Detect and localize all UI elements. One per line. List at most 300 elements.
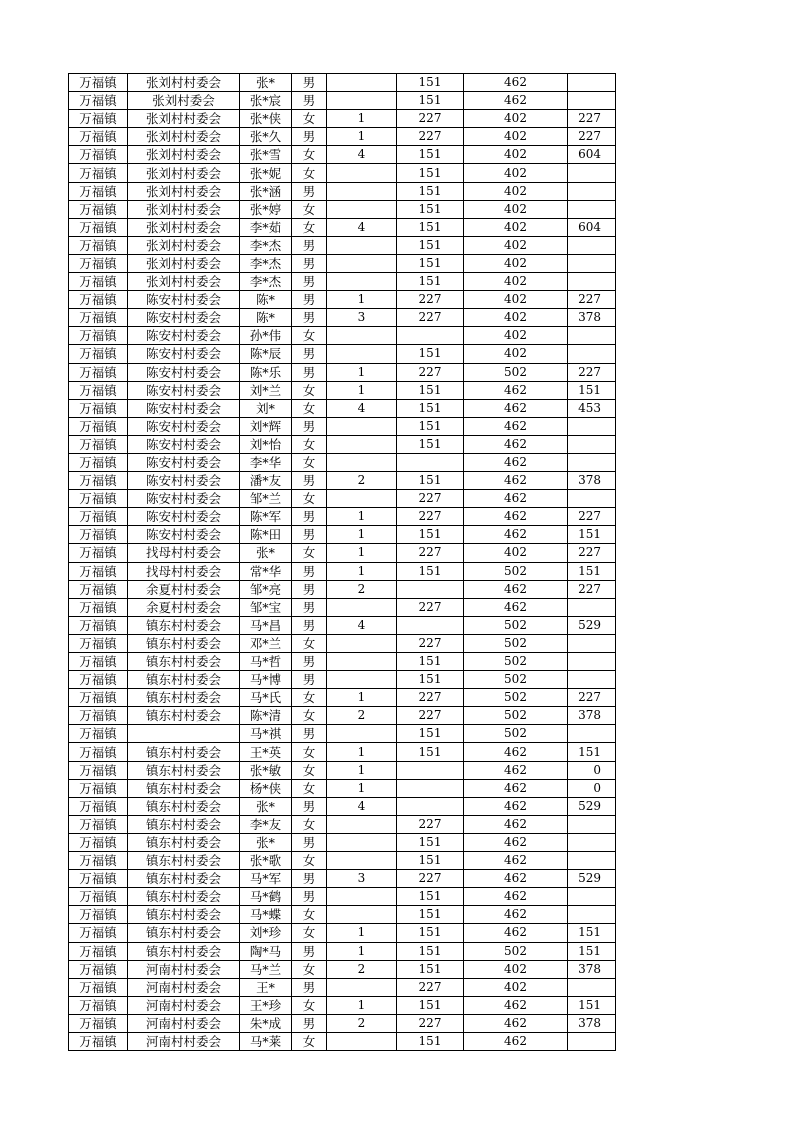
amount-b-cell: 502 bbox=[464, 363, 568, 381]
gender-cell: 男 bbox=[292, 870, 327, 888]
count-cell: 2 bbox=[327, 960, 397, 978]
count-cell: 4 bbox=[327, 146, 397, 164]
total-cell: 151 bbox=[568, 743, 616, 761]
amount-a-cell: 227 bbox=[397, 309, 464, 327]
amount-b-cell: 462 bbox=[464, 761, 568, 779]
town-cell: 万福镇 bbox=[69, 996, 128, 1014]
town-cell: 万福镇 bbox=[69, 472, 128, 490]
count-cell bbox=[327, 1032, 397, 1050]
table-row bbox=[69, 453, 616, 471]
committee-cell: 张刘村村委会 bbox=[128, 218, 240, 236]
count-cell bbox=[327, 815, 397, 833]
total-cell bbox=[568, 978, 616, 996]
amount-a-cell bbox=[397, 779, 464, 797]
amount-b-cell: 402 bbox=[464, 218, 568, 236]
town-cell: 万福镇 bbox=[69, 399, 128, 417]
gender-cell: 男 bbox=[292, 1014, 327, 1032]
gender-cell: 女 bbox=[292, 761, 327, 779]
count-cell bbox=[327, 598, 397, 616]
amount-b-cell: 462 bbox=[464, 453, 568, 471]
committee-cell: 河南村村委会 bbox=[128, 1014, 240, 1032]
town-cell: 万福镇 bbox=[69, 743, 128, 761]
town-cell: 万福镇 bbox=[69, 797, 128, 815]
town-cell: 万福镇 bbox=[69, 273, 128, 291]
committee-cell: 镇东村村委会 bbox=[128, 671, 240, 689]
count-cell bbox=[327, 182, 397, 200]
name-cell: 马*祺 bbox=[240, 725, 292, 743]
amount-a-cell: 227 bbox=[397, 508, 464, 526]
amount-a-cell: 151 bbox=[397, 164, 464, 182]
committee-cell: 镇东村村委会 bbox=[128, 797, 240, 815]
committee-cell: 张刘村村委会 bbox=[128, 146, 240, 164]
count-cell: 1 bbox=[327, 924, 397, 942]
town-cell: 万福镇 bbox=[69, 200, 128, 218]
town-cell: 万福镇 bbox=[69, 490, 128, 508]
committee-cell: 镇东村村委会 bbox=[128, 888, 240, 906]
gender-cell: 女 bbox=[292, 164, 327, 182]
amount-b-cell: 462 bbox=[464, 924, 568, 942]
town-cell: 万福镇 bbox=[69, 779, 128, 797]
amount-b-cell: 502 bbox=[464, 942, 568, 960]
total-cell: 378 bbox=[568, 472, 616, 490]
total-cell bbox=[568, 92, 616, 110]
amount-a-cell: 151 bbox=[397, 653, 464, 671]
gender-cell: 女 bbox=[292, 381, 327, 399]
gender-cell: 女 bbox=[292, 815, 327, 833]
table-row bbox=[69, 870, 616, 888]
total-cell bbox=[568, 888, 616, 906]
town-cell: 万福镇 bbox=[69, 309, 128, 327]
town-cell: 万福镇 bbox=[69, 870, 128, 888]
name-cell: 潘*友 bbox=[240, 472, 292, 490]
gender-cell: 男 bbox=[292, 616, 327, 634]
committee-cell: 张刘村村委会 bbox=[128, 164, 240, 182]
count-cell: 1 bbox=[327, 381, 397, 399]
committee-cell: 镇东村村委会 bbox=[128, 852, 240, 870]
amount-a-cell: 151 bbox=[397, 852, 464, 870]
committee-cell: 河南村村委会 bbox=[128, 996, 240, 1014]
gender-cell: 男 bbox=[292, 508, 327, 526]
total-cell bbox=[568, 906, 616, 924]
table-row bbox=[69, 218, 616, 236]
name-cell: 马*莱 bbox=[240, 1032, 292, 1050]
gender-cell: 男 bbox=[292, 273, 327, 291]
amount-b-cell: 462 bbox=[464, 743, 568, 761]
total-cell: 529 bbox=[568, 870, 616, 888]
count-cell bbox=[327, 978, 397, 996]
count-cell: 1 bbox=[327, 363, 397, 381]
name-cell: 孙*伟 bbox=[240, 327, 292, 345]
name-cell: 马*军 bbox=[240, 870, 292, 888]
count-cell: 2 bbox=[327, 707, 397, 725]
table-row bbox=[69, 761, 616, 779]
name-cell: 李*友 bbox=[240, 815, 292, 833]
name-cell: 马*兰 bbox=[240, 960, 292, 978]
count-cell bbox=[327, 833, 397, 851]
count-cell: 1 bbox=[327, 689, 397, 707]
gender-cell: 男 bbox=[292, 345, 327, 363]
gender-cell: 男 bbox=[292, 653, 327, 671]
table-row bbox=[69, 254, 616, 272]
total-cell bbox=[568, 1032, 616, 1050]
gender-cell: 女 bbox=[292, 435, 327, 453]
count-cell: 1 bbox=[327, 743, 397, 761]
total-cell: 227 bbox=[568, 110, 616, 128]
name-cell: 刘* bbox=[240, 399, 292, 417]
amount-a-cell: 151 bbox=[397, 562, 464, 580]
amount-b-cell: 402 bbox=[464, 182, 568, 200]
committee-cell: 陈安村村委会 bbox=[128, 453, 240, 471]
amount-a-cell bbox=[397, 327, 464, 345]
count-cell bbox=[327, 653, 397, 671]
table-row bbox=[69, 472, 616, 490]
amount-a-cell bbox=[397, 761, 464, 779]
town-cell: 万福镇 bbox=[69, 598, 128, 616]
total-cell: 604 bbox=[568, 218, 616, 236]
table-row bbox=[69, 273, 616, 291]
total-cell: 227 bbox=[568, 363, 616, 381]
committee-cell: 镇东村村委会 bbox=[128, 707, 240, 725]
name-cell: 张* bbox=[240, 797, 292, 815]
count-cell: 4 bbox=[327, 218, 397, 236]
name-cell: 刘*兰 bbox=[240, 381, 292, 399]
name-cell: 马*氏 bbox=[240, 689, 292, 707]
town-cell: 万福镇 bbox=[69, 942, 128, 960]
amount-a-cell: 151 bbox=[397, 906, 464, 924]
committee-cell: 陈安村村委会 bbox=[128, 417, 240, 435]
table-row bbox=[69, 110, 616, 128]
town-cell: 万福镇 bbox=[69, 653, 128, 671]
table-row bbox=[69, 182, 616, 200]
gender-cell: 女 bbox=[292, 200, 327, 218]
town-cell: 万福镇 bbox=[69, 182, 128, 200]
gender-cell: 男 bbox=[292, 363, 327, 381]
table-row bbox=[69, 74, 616, 92]
committee-cell: 陈安村村委会 bbox=[128, 526, 240, 544]
count-cell: 2 bbox=[327, 472, 397, 490]
gender-cell: 女 bbox=[292, 634, 327, 652]
total-cell: 0 bbox=[568, 779, 616, 797]
table-row bbox=[69, 779, 616, 797]
name-cell: 李*杰 bbox=[240, 254, 292, 272]
table-row bbox=[69, 363, 616, 381]
total-cell: 378 bbox=[568, 960, 616, 978]
name-cell: 陈*辰 bbox=[240, 345, 292, 363]
count-cell: 1 bbox=[327, 562, 397, 580]
amount-b-cell: 402 bbox=[464, 544, 568, 562]
amount-b-cell: 502 bbox=[464, 671, 568, 689]
gender-cell: 男 bbox=[292, 182, 327, 200]
amount-b-cell: 402 bbox=[464, 345, 568, 363]
town-cell: 万福镇 bbox=[69, 1032, 128, 1050]
gender-cell: 男 bbox=[292, 291, 327, 309]
committee-cell: 陈安村村委会 bbox=[128, 399, 240, 417]
committee-cell: 河南村村委会 bbox=[128, 1032, 240, 1050]
amount-a-cell: 227 bbox=[397, 110, 464, 128]
amount-a-cell: 151 bbox=[397, 725, 464, 743]
town-cell: 万福镇 bbox=[69, 291, 128, 309]
total-cell: 453 bbox=[568, 399, 616, 417]
gender-cell: 男 bbox=[292, 797, 327, 815]
gender-cell: 男 bbox=[292, 236, 327, 254]
amount-a-cell: 227 bbox=[397, 707, 464, 725]
total-cell: 227 bbox=[568, 128, 616, 146]
committee-cell: 张刘村村委会 bbox=[128, 110, 240, 128]
table-row bbox=[69, 490, 616, 508]
amount-b-cell: 502 bbox=[464, 725, 568, 743]
committee-cell: 镇东村村委会 bbox=[128, 761, 240, 779]
name-cell: 张*侠 bbox=[240, 110, 292, 128]
table-row bbox=[69, 924, 616, 942]
committee-cell: 陈安村村委会 bbox=[128, 291, 240, 309]
committee-cell: 陈安村村委会 bbox=[128, 363, 240, 381]
committee-cell: 镇东村村委会 bbox=[128, 779, 240, 797]
amount-a-cell: 151 bbox=[397, 182, 464, 200]
table-row bbox=[69, 1014, 616, 1032]
town-cell: 万福镇 bbox=[69, 978, 128, 996]
total-cell bbox=[568, 236, 616, 254]
count-cell bbox=[327, 164, 397, 182]
count-cell: 1 bbox=[327, 291, 397, 309]
committee-cell: 河南村村委会 bbox=[128, 960, 240, 978]
town-cell: 万福镇 bbox=[69, 146, 128, 164]
amount-b-cell: 502 bbox=[464, 653, 568, 671]
table-row bbox=[69, 508, 616, 526]
amount-a-cell: 227 bbox=[397, 815, 464, 833]
amount-a-cell: 227 bbox=[397, 1014, 464, 1032]
table-row bbox=[69, 996, 616, 1014]
committee-cell: 张刘村委会 bbox=[128, 92, 240, 110]
table-row bbox=[69, 562, 616, 580]
gender-cell: 男 bbox=[292, 978, 327, 996]
name-cell: 李*杰 bbox=[240, 236, 292, 254]
amount-a-cell: 151 bbox=[397, 996, 464, 1014]
name-cell: 张*久 bbox=[240, 128, 292, 146]
gender-cell: 男 bbox=[292, 128, 327, 146]
table-row bbox=[69, 544, 616, 562]
total-cell: 529 bbox=[568, 797, 616, 815]
name-cell: 张* bbox=[240, 74, 292, 92]
count-cell bbox=[327, 671, 397, 689]
total-cell bbox=[568, 417, 616, 435]
amount-b-cell: 462 bbox=[464, 870, 568, 888]
amount-b-cell: 462 bbox=[464, 1014, 568, 1032]
roster-table bbox=[68, 73, 616, 1051]
total-cell: 151 bbox=[568, 562, 616, 580]
table-row bbox=[69, 653, 616, 671]
town-cell: 万福镇 bbox=[69, 92, 128, 110]
committee-cell: 陈安村村委会 bbox=[128, 345, 240, 363]
name-cell: 李*茹 bbox=[240, 218, 292, 236]
gender-cell: 女 bbox=[292, 906, 327, 924]
amount-b-cell: 462 bbox=[464, 490, 568, 508]
count-cell bbox=[327, 490, 397, 508]
amount-b-cell: 462 bbox=[464, 888, 568, 906]
table-row bbox=[69, 634, 616, 652]
total-cell bbox=[568, 200, 616, 218]
gender-cell: 女 bbox=[292, 707, 327, 725]
total-cell bbox=[568, 671, 616, 689]
gender-cell: 女 bbox=[292, 924, 327, 942]
name-cell: 马*昌 bbox=[240, 616, 292, 634]
town-cell: 万福镇 bbox=[69, 236, 128, 254]
amount-a-cell: 227 bbox=[397, 689, 464, 707]
gender-cell: 女 bbox=[292, 689, 327, 707]
amount-a-cell: 151 bbox=[397, 381, 464, 399]
amount-a-cell: 227 bbox=[397, 598, 464, 616]
amount-a-cell: 151 bbox=[397, 435, 464, 453]
amount-b-cell: 462 bbox=[464, 74, 568, 92]
town-cell: 万福镇 bbox=[69, 761, 128, 779]
amount-b-cell: 502 bbox=[464, 634, 568, 652]
table-row bbox=[69, 833, 616, 851]
count-cell bbox=[327, 327, 397, 345]
total-cell bbox=[568, 634, 616, 652]
town-cell: 万福镇 bbox=[69, 815, 128, 833]
gender-cell: 女 bbox=[292, 399, 327, 417]
town-cell: 万福镇 bbox=[69, 1014, 128, 1032]
total-cell bbox=[568, 725, 616, 743]
total-cell: 227 bbox=[568, 689, 616, 707]
total-cell: 378 bbox=[568, 309, 616, 327]
amount-b-cell: 402 bbox=[464, 128, 568, 146]
gender-cell: 女 bbox=[292, 110, 327, 128]
amount-b-cell: 402 bbox=[464, 200, 568, 218]
total-cell: 227 bbox=[568, 508, 616, 526]
table-row bbox=[69, 725, 616, 743]
amount-a-cell: 151 bbox=[397, 888, 464, 906]
total-cell bbox=[568, 182, 616, 200]
table-row bbox=[69, 888, 616, 906]
table-row bbox=[69, 852, 616, 870]
name-cell: 马*鹤 bbox=[240, 888, 292, 906]
name-cell: 常*华 bbox=[240, 562, 292, 580]
name-cell: 张*涵 bbox=[240, 182, 292, 200]
amount-a-cell: 151 bbox=[397, 236, 464, 254]
name-cell: 陈*田 bbox=[240, 526, 292, 544]
table-row bbox=[69, 200, 616, 218]
name-cell: 刘*辉 bbox=[240, 417, 292, 435]
committee-cell: 镇东村村委会 bbox=[128, 870, 240, 888]
count-cell bbox=[327, 852, 397, 870]
town-cell: 万福镇 bbox=[69, 906, 128, 924]
name-cell: 邹*亮 bbox=[240, 580, 292, 598]
gender-cell: 男 bbox=[292, 671, 327, 689]
gender-cell: 男 bbox=[292, 92, 327, 110]
gender-cell: 男 bbox=[292, 309, 327, 327]
amount-b-cell: 462 bbox=[464, 508, 568, 526]
total-cell bbox=[568, 164, 616, 182]
gender-cell: 男 bbox=[292, 833, 327, 851]
town-cell: 万福镇 bbox=[69, 363, 128, 381]
total-cell: 0 bbox=[568, 761, 616, 779]
amount-b-cell: 462 bbox=[464, 598, 568, 616]
table-row bbox=[69, 797, 616, 815]
count-cell: 3 bbox=[327, 870, 397, 888]
town-cell: 万福镇 bbox=[69, 526, 128, 544]
gender-cell: 女 bbox=[292, 453, 327, 471]
gender-cell: 男 bbox=[292, 74, 327, 92]
town-cell: 万福镇 bbox=[69, 689, 128, 707]
table-row bbox=[69, 345, 616, 363]
amount-b-cell: 402 bbox=[464, 146, 568, 164]
amount-a-cell: 151 bbox=[397, 345, 464, 363]
town-cell: 万福镇 bbox=[69, 852, 128, 870]
name-cell: 陈*军 bbox=[240, 508, 292, 526]
name-cell: 朱*成 bbox=[240, 1014, 292, 1032]
committee-cell: 张刘村村委会 bbox=[128, 128, 240, 146]
amount-a-cell: 151 bbox=[397, 924, 464, 942]
amount-b-cell: 462 bbox=[464, 399, 568, 417]
total-cell bbox=[568, 327, 616, 345]
town-cell: 万福镇 bbox=[69, 435, 128, 453]
amount-b-cell: 462 bbox=[464, 779, 568, 797]
table-row bbox=[69, 815, 616, 833]
table-row bbox=[69, 381, 616, 399]
name-cell: 马*哲 bbox=[240, 653, 292, 671]
table-row bbox=[69, 291, 616, 309]
committee-cell: 陈安村村委会 bbox=[128, 309, 240, 327]
town-cell: 万福镇 bbox=[69, 634, 128, 652]
amount-b-cell: 402 bbox=[464, 978, 568, 996]
table-row bbox=[69, 942, 616, 960]
total-cell bbox=[568, 254, 616, 272]
town-cell: 万福镇 bbox=[69, 327, 128, 345]
total-cell bbox=[568, 815, 616, 833]
table-row bbox=[69, 128, 616, 146]
table-row bbox=[69, 399, 616, 417]
count-cell: 2 bbox=[327, 1014, 397, 1032]
name-cell: 张*妮 bbox=[240, 164, 292, 182]
amount-b-cell: 462 bbox=[464, 417, 568, 435]
amount-a-cell: 227 bbox=[397, 634, 464, 652]
amount-b-cell: 462 bbox=[464, 797, 568, 815]
committee-cell: 张刘村村委会 bbox=[128, 74, 240, 92]
committee-cell: 陈安村村委会 bbox=[128, 508, 240, 526]
committee-cell: 找母村村委会 bbox=[128, 544, 240, 562]
town-cell: 万福镇 bbox=[69, 254, 128, 272]
gender-cell: 男 bbox=[292, 526, 327, 544]
committee-cell: 镇东村村委会 bbox=[128, 833, 240, 851]
amount-a-cell: 151 bbox=[397, 833, 464, 851]
count-cell: 4 bbox=[327, 616, 397, 634]
table-row bbox=[69, 309, 616, 327]
total-cell: 227 bbox=[568, 544, 616, 562]
amount-a-cell: 151 bbox=[397, 218, 464, 236]
count-cell bbox=[327, 725, 397, 743]
count-cell: 1 bbox=[327, 508, 397, 526]
count-cell bbox=[327, 74, 397, 92]
name-cell: 陈* bbox=[240, 309, 292, 327]
total-cell bbox=[568, 345, 616, 363]
town-cell: 万福镇 bbox=[69, 544, 128, 562]
town-cell: 万福镇 bbox=[69, 580, 128, 598]
total-cell: 151 bbox=[568, 942, 616, 960]
committee-cell: 张刘村村委会 bbox=[128, 200, 240, 218]
count-cell: 2 bbox=[327, 580, 397, 598]
amount-b-cell: 462 bbox=[464, 580, 568, 598]
table-row bbox=[69, 707, 616, 725]
roster-body bbox=[69, 74, 616, 1051]
table-row bbox=[69, 580, 616, 598]
amount-a-cell: 227 bbox=[397, 870, 464, 888]
count-cell bbox=[327, 254, 397, 272]
gender-cell: 男 bbox=[292, 254, 327, 272]
committee-cell: 张刘村村委会 bbox=[128, 273, 240, 291]
name-cell: 张* bbox=[240, 833, 292, 851]
town-cell: 万福镇 bbox=[69, 671, 128, 689]
table-row bbox=[69, 671, 616, 689]
